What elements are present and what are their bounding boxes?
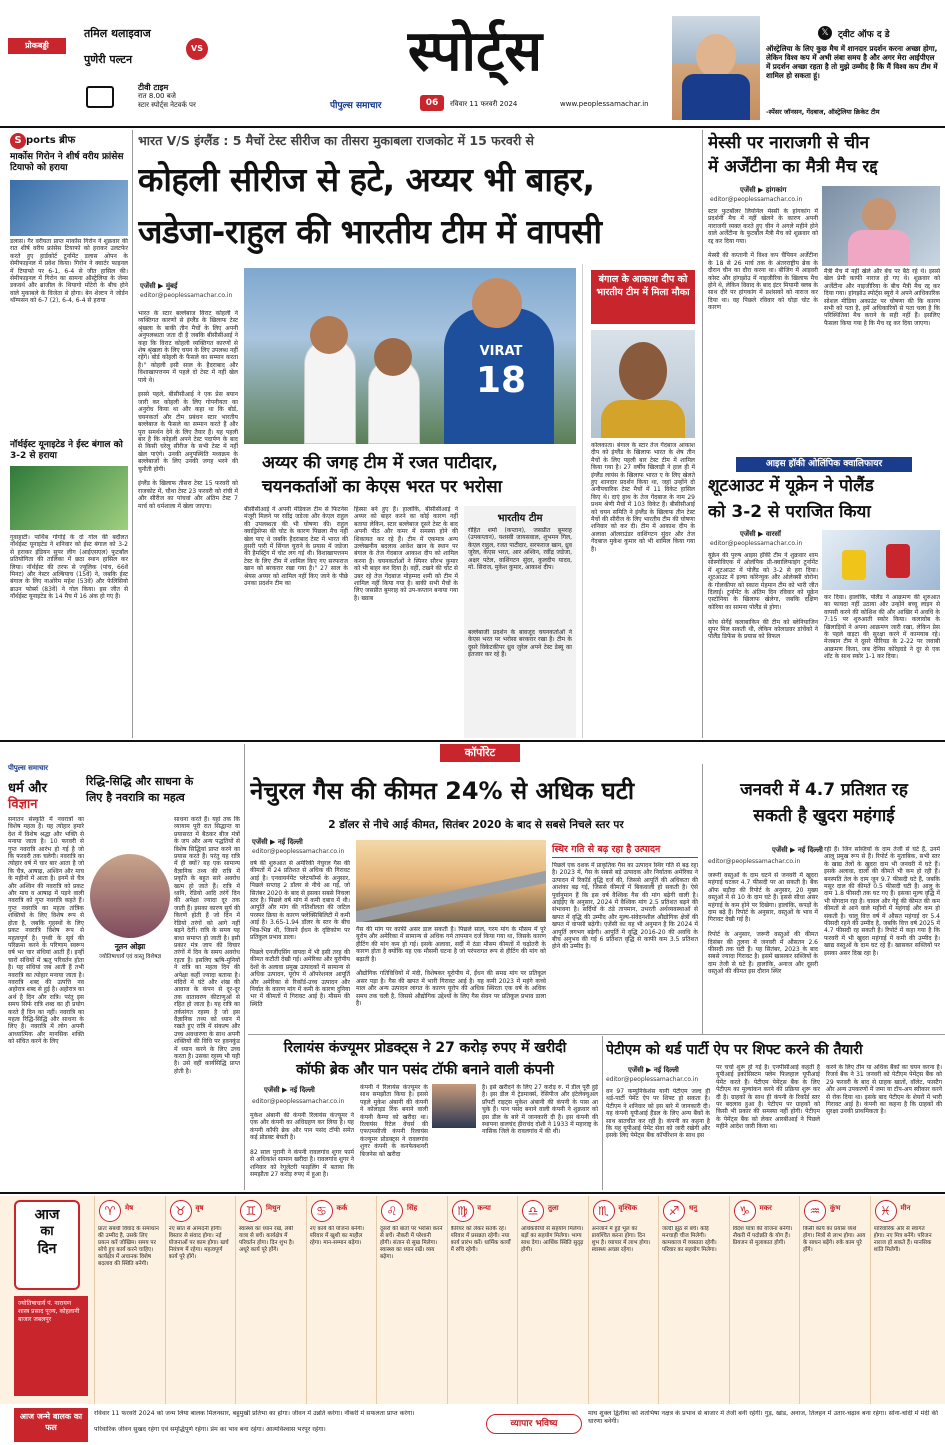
child-text-2: परिवारिक जीवन सुखद रहेगा एवं समृद्धिपूर्ण रहेगा। प्रेम का भाव बना रहेगा। आत्मविश्वास भरपूर रहेगा। [94,1426,326,1433]
horoscope-sign [729,1196,798,1404]
sign-prediction: विदेश यात्रा की योजना बनेगी। नौकरी में पदोन्नति के योग हैं। प्रियजन से मुलाकात होगी। [732,1226,793,1246]
trade-text: माघ शुक्ल द्वितीया को शतभिषा नक्षत्र के प्रभाव से बाजार में तेजी बनी रहेगी। गुड़, खांड, अनाज, तिलहन में उतार-चढ़ाव बना रहेगा। सोना-चांदी में मंदी की धारणा बनेगी। [588,1410,938,1425]
hockey-headline-2: को 3-2 से पराजित किया [708,502,871,522]
jersey-name: VIRAT [479,344,523,359]
horoscope-sign [376,1196,445,1404]
corporate-label: कॉर्पोरेट [440,744,520,762]
sign-name: मीन [900,1204,911,1212]
spiritual-col-1: सनातन संस्कृति में नवरात्रों का विशेष महत्व है। यह त्योहार हमारे देश में विशेष श्रद्धा और भक्ति से मनाया जाता है। 10 फरवरी से गुप्त नवरात्रि आरंभ हो गई है जो कि फरवरी तक चलेगी। नवरात्रि का त्योहार वर्ष में चार बार आता है जो कि चैत्र, आषाढ़, अश्विन और माघ के महीनों में आता है। इनमें से चैत्र और अश्विन की नवरात्रि को प्रकट और माघ व आषाढ़ में पड़ने वाली नवरात्रि को गुप्त नवरात्रि कहते हैं। गुप्त नवरात्रि का महत्व तांत्रिक शक्तियों के लिए विशेष रूप से होता है, जबकि गृहस्थों के लिए प्रकट नवरात्रि विशेष रूप से महत्वपूर्ण है। पृथ्वी के सूर्य की परिक्रमा करने के परिणाम स्वरूप वर्ष भर चार संधियां आती हैं। इन्हीं चारों संधियों में ऋतु परिवर्तन होता है। यह संधियां जब आती हैं तभी नवरात्रि का त्योहार मनाया जाता है। नवरात्रि शब्द की उत्पत्ति नव अहोरात्र शब्द से हुई है। अहोरात्र का अर्थ है दिन और रात्रि। परंतु इस समय सिर्फ रात्रि शब्द का ही प्रयोग करते हैं दिन का नहीं। नवरात्रि का महत्व रिद्धि-सिद्धि और साधना के लिए है। नवरात्रि में लोग अपनी आध्यात्मिक और मानसिक शक्ति को संचित करने के लिए [8,816,84,1046]
horoscope-sign [447,1196,516,1404]
sub-headline-1: अय्यर की जगह टीम में रजत पाटीदार, [262,453,498,473]
sign-name: कर्क [336,1204,348,1212]
sign-prediction: अनजाने में हुई भूल का प्रायश्चित करना होगा। दिन शुभ है। व्यापार में लाभ होगा। स्वास्थ्य अच्छा रहेगा। [591,1226,651,1253]
pkl-vs: VS [186,38,208,60]
hockey-headline-1: शूटआउट में यूक्रेन ने पोलैंड [708,476,874,496]
reliance-email: editor@peoplessamachar.co.in [252,1098,345,1105]
horoscope-sign [799,1196,868,1404]
horoscope-sign [870,1196,939,1404]
reliance-headline-2: कॉफी ब्रेक और पान पसंद टॉफी बनाने वाली कंपनी [296,1062,554,1078]
born-today-label: आज जन्मे बालक का फल [14,1408,88,1442]
main-byline: एजेंसी ▶ मुंबई [140,282,178,290]
main-headline-1: कोहली सीरीज से हटे, अय्यर भी बाहर, [138,160,595,199]
zodiac-icon: ♓ [875,1200,897,1222]
akash-title: बंगाल के आकाश दीप को भारतीय टीम में मिला मौका [591,270,695,324]
corporate-right-divider [702,764,703,1034]
pkl-badge: प्रोकबड्डी [8,38,66,54]
mid-divider [0,740,945,742]
tweet-author: -स्पेंसर जॉनसन, गेंदबाज, ऑस्ट्रेलिया क्रिकेट टीम [766,108,880,116]
messi-headline-1: मेस्सी पर नाराजगी से चीन [708,133,870,153]
paytm-col-1: वन 97 कम्युनिकेशंस यानी पेटीएम जल्द ही थर्ड-पार्टी पेमेंट ऐप पर शिफ्ट हो सकता है। पेटीएम ने शनिवार को इस बारे में जानकारी दी। यह कंपनी यूपीआई हैंडल के लिए अन्य बैंकों के साथ बातचीत कर रही है। कंपनी का कहना है कि यह यूपीआई पेमेंट सेवा को जारी रखेगी और इसके लिए पेमेंट्स बैंक कॉर्पोरेशन के साथ इस [606,1088,710,1140]
spiritual-paper: पीपुल्स समाचार [8,764,49,772]
tweet-text: ऑस्ट्रेलिया के लिए कुछ मैच में शानदार प्रदर्शन करना अच्छा होगा, लेकिन विश्व कप में अभी लंबा समय है और अगर मेरा आईपीएल में प्रदर्शन अच्छा रहता है तो मुझे उम्मीद है कि मैं विश्व कप टीम में शामिल हो सकता हूं। [766,44,938,80]
messi-col-1: स्टार फुटबॉलर लियोनेल मेस्सी के हांगकांग में प्रदर्शनी मैच में नहीं खेलने के कारण अपनी नाराजगी व्यक्त करते हुए चीन ने अगले महीने होने वाले अर्जेंटीना के फुटबॉल मैत्री मैच को शुक्रवार को रद्द कर दिया गया। मेस्सी की कप्तानी में विश्व कप चैंपियन अर्जेंटीना के 18 से 26 मार्च तक के अंतरराष्ट्रीय ब्रेक के दौरान चीन का दौरा करना था। बीजिंग में आइवरी कोस्ट और हांगझोउ में नाइजीरिया के खिलाफ मैच होने थे, लेकिन विवाद के बाद इंटर मियामी क्लब के साथ दौरे पर हांगकांग में प्रशंसकों को नाराज कर दिया था। वह पिछले रविवार को घोड़ा चोट के कारण [708,208,818,312]
main-right-divider [702,130,703,738]
zodiac-icon: ♋ [311,1200,333,1222]
horoscope-section [0,1196,945,1404]
zodiac-icon: ♉ [170,1200,192,1222]
hockey-email: editor@peoplessamachar.co.in [710,540,803,547]
team-box [464,506,576,738]
sign-prediction: अधिकारियों से सहयोग मिलेगा। बड़ों का सहयोग मिलेगा। भाग्य साथ देगा। आर्थिक स्थिति सुदृढ़ होगी। [521,1226,584,1253]
inflation-email: editor@peoplessamachar.co.in [708,858,801,865]
football-photo [10,466,128,530]
zodiac-icon: ♊ [240,1200,262,1222]
tennis-photo [10,180,128,236]
horoscope-divider [0,1192,945,1194]
brief-headline-2: नॉर्थईस्ट यूनाइटेड ने ईस्ट बंगाल को 3-2 से हराया [10,440,123,461]
main-col-1: भारत के स्टार बल्लेबाज विराट कोहली ने व्यक्तिगत कारणों से इंग्लैंड के खिलाफ टेस्ट श्रृंखला के बाकी तीन मैचों के लिए अपनी अनुपलब्धता जता दी है जबकि बीसीसीआई ने कहा कि विराट कोहली व्यक्तिगत कारणों से शेष श्रृंखला के लिए चयन के लिए उपलब्ध नहीं रहेंगे। बोर्ड कोहली के फैसले का सम्मान करता है।" कोहली इसी साल के हैदराबाद और विशाखापत्तनम में पहले दो टेस्ट में नहीं खेल पाये थे। इससे पहले, बीसीसीआई ने एक प्रेस बयान जारी कर कोहली के लिए गोपनीयता का अनुरोध किया था और कहा था कि बोर्ड, चयनकर्ता और टीम प्रबंधन स्टार भारतीय बल्लेबाज के फैसले का सम्मान करते हैं और पूरा समर्थन देने के लिए तैयार हैं। यह पहली बार है कि कोहली अपने टेस्ट पदार्पण के बाद से किसी घरेलू सीरीज के सभी टेस्ट में नहीं खेल पाएंगे। उनकी अनुपस्थिति मध्यक्रम के बल्लेबाजों के लिए उनकी जगह भरने की चुनौती होगी। इंग्लैंड के खिलाफ तीसरा टेस्ट 15 फरवरी को राजकोट में, चौथा टेस्ट 23 फरवरी को रांची में और सीरीज का पांचवां और अंतिम टेस्ट 7 मार्च को धर्मशाला में खेला जाएगा। [138,310,238,510]
messi-photo [822,186,940,266]
hockey-photo [822,530,940,590]
main-email: editor@peoplessamachar.co.in [140,292,233,299]
sub-col-2: हिस्सा बने हुए हैं। हालांकि, बीसीसीआई ने अय्यर को बाहर करने का कोई कारण नहीं बताया लेकिन, स्टार बल्लेबाज दूसरे टेस्ट के बाद अपनी पीठ और कमर में समस्या होने की शिकायत कर रहे हैं। टीम में एकमात्र अन्य उल्लेखनीय बदलाव आवेश खान के स्थान पर बंगाल के तेज गेंदबाज आकाश दीप को शामिल करना है। चयनकर्ताओं ने स्पिनर सौरभ कुमार को भी बाहर कर दिया है। वहीं, टखने की चोट से उबर रहे तेज गेंदबाज मोहम्मद शमी को टीम में शामिल नहीं किया गया है। बाकी सभी मैचों के लिए जसप्रीत बुमराह को उप-कप्तान बनाया गया है। ख्वाब [354,506,458,602]
team-title: भारतीय टीम [497,513,543,524]
paper-name: पीपुल्स समाचार [330,101,382,111]
horoscope-sign [306,1196,375,1404]
sign-prediction: नए स्रोत से आमदनी होगी। विस्तार से संवाद होगा। नई योजनाओं पर काम होगा। खर्च नियंत्रण में रहेगा। महत्वपूर्ण कार्य पूरे होंगे। [168,1226,229,1260]
sports-brief [6,130,130,738]
tweet-label: ट्वीट ऑफ द डे [838,30,890,40]
sign-name: वृश्चिक [618,1204,638,1212]
reliance-col-1: मुकेश अंबानी की कंपनी रिलायंस कंज्यूमर ने एक और कंपनी का अधिग्रहण कर लिया है। यह कंपनी कॉफी ब्रेक और पान पसंद टॉफी समेत कई प्रोडक्ट बेचती है। 82 साल पुरानी ने कंपनी रावलगांव शुगर फार्म से अधिकांश सामान खरीदा है। रावलगांव शुगर ने शनिवार को रेगुलेटरी फाइलिंग में बताया कि समझौता 27 करोड़ रुपए में हुआ है। [250,1112,354,1179]
messi-col-2: मैत्री मैच में नहीं खेले और बेंच पर बैठे रहे थे। इससे खेल प्रेमी काफी नाराज हो गए थे। शुक्रवार को अर्जेंटीना और नाइजीरिया के बीच मैत्री मैच रद्द कर दिया गया। हांगझोउ स्पोर्ट्स ब्यूरो ने अपने आधिकारिक सोशल मीडिया अकाउंट पर घोषणा की कि कारण सभी को पता है, हमें अधिकारियों से पता चला है कि परिस्थितियां मैच कराने के सही नहीं हैं। इसलिए फैसला किया गया है कि मैच रद्द कर दिया जाएगा। [824,268,940,327]
sign-name: मकर [759,1204,772,1212]
messi-headline-2: में अर्जेंटीना का मैत्री मैच रद्द [708,157,878,177]
gas-box-text: पिछले एक दशक में प्राकृतिक गैस का उत्पादन स्थिर गति से बढ़ रहा है। 2023 में, गैस के सबसे बड़े उत्पादक और निर्यातक अमेरिका ने उत्पादन में रिकॉर्ड वृद्धि दर्ज की, जिससे आपूर्ति की अधिकता की आशंका बढ़ गई, जिससे कीमतों में बिकवाली हो सकती है। ऐसे पूर्वानुमान हैं कि इस वर्ष वैश्विक गैस की मांग बढ़ेगी वाली है। आईईए के अनुसार, 2024 में वैश्विक मांग 2.5 प्रतिशत बढ़ने की संभावना है। सर्दियों के ठंडे तापमान, उभरती अर्थव्यवस्थाओं से खपत में वृद्धि की उम्मीद और मूल्य-संवेदनशील औद्योगिक क्षेत्रों की खपत में वापसी बढ़ेगी। एजेंसी का यह भी अनुमान है कि 2024 में आपूर्ति लगभग बढ़ेगी। आपूर्ति में वृद्धि 2016-20 की अवधि के बीच अनुभव की गई 6 प्रतिशत वृद्धि से काफी कम 3.5 प्रतिशत होने की उम्मीद है। [552,862,698,951]
trade-label: व्यापार भविष्य [486,1414,582,1434]
akash-body: कोलकाता। बंगाल के स्टार तेज गेंदबाज आकाश दीप को इंग्लैंड के खिलाफ भारत के शेष तीन मैचों के लिए पहली बार टेस्ट टीम में शामिल किया गया है। 27 वर्षीय खिलाड़ी ने हाल ही में इंग्लैंड लायंस के खिलाफ भारत ए के लिए खेलते हुए शानदार प्रदर्शन किया था, जहां उन्होंने दो अनौपचारिक टेस्ट मैचों में 11 विकेट हासिल किए थे। दाएं हाथ के तेज गेंदबाज के नाम 29 प्रथम श्रेणी मैचों में 103 विकेट हैं। बीसीसीआई को चयन समिति ने इंग्लैंड के खिलाफ तीन टेस्ट मैचों की सीरीज के लिए भारतीय टीम की घोषणा शनिवार को कर दी। टीम में आकाश दीप के अलावा ऑलराउंडर वाशिंगटन सुंदर और तेज गेंदबाज मुकेश कुमार को भी शामिल किया गया है। [591,442,695,553]
zodiac-icon: ♑ [734,1200,756,1222]
issue-date: रविवार 11 फरवरी 2024 [450,100,518,108]
brief-body-1: डलास। गैर वरीयता प्राप्त मार्कोस गिरोन ने शुक्रवार की रात शीर्ष वरीय फ्रांसेस टियाफो को हराकर उलटफेर करते हुए हार्डकोर्ट टूर्नामेंट डलास ओपन के सेमीफाइनल में प्रवेश किया। गिरोन ने क्वार्टर फाइनल में टियाफो पर 6-1, 6-4 से जीत हासिल की। सेमीफाइनल में गिरोन का सामना ऑस्ट्रेलिया के जेम्स डकवर्थ और ब्राजील के थियागो मोंटेरो के बीच होने वाले मुकाबले के विजेता से होगा। बेन शेल्टन ने जोर्डन थॉम्पसन को 6-7 (2), 6-4, 6-4 से हराया [10,238,128,305]
hockey-col-2: कर दिया। हालांकि, पोलैंड ने आक्रमण की शुरुआत का फायदा नहीं उठाया और उन्होंने बच्चू लाइन से वापसी करने की कोशिश की और आखिर में अवधि के 7:15 पर शुरुआती स्कोर किया। कलावोब के खिलाड़ियों ने अपना आक्रमण जारी रखा, लेकिन प्रेस के पहले वाइटा की सुरक्षा करने में कामयाब रहे। मेजबान टीम ने दूसरे पीरियड के 2-22 पर जवाबी आक्रमण किया, जब देनिस कोरेइवडे ने दूर से एक शॉट के साथ स्कोर 1-1 कर दिया। [824,594,940,661]
horoscope-title-3: दिन [37,1241,57,1257]
cricket-photo [244,268,576,444]
horoscope-sign [165,1196,234,1404]
sign-name: कुंभ [830,1204,841,1212]
author-role: ज्योतिषाचार्य एवं वास्तु विशेषज्ञ [98,954,162,960]
sign-name: सिंह [407,1204,418,1212]
gas-box-title: स्थिर गति से बढ़ रहा है उत्पादन [552,842,698,858]
footer [0,1406,945,1445]
horoscope-sign [588,1196,657,1404]
pipeline-photo [356,840,546,922]
zodiac-icon: ♐ [663,1200,685,1222]
horoscope-title-1: आज [34,1207,60,1223]
sign-name: तुला [548,1204,559,1212]
reliance-col-3: है। इसे खरीदने के लिए 27 करोड़ रु. में डील पूरी हुई है। इस डील में ट्रेडमार्क्स, रेसिपीज और इंटेलेक्चुअल प्रॉपर्टी राइट्स मुकेश अंबानी की कंपनी के पास आ चुके हैं। पान पसंद बनाने वाली कंपनी ने शुक्रवार को इस डील के बारे में जानकारी दी है। इस कंपनी की स्थापना वालचंद हीराचंद दोशी ने 1933 में महाराष्ट्र के नासिक जिले के रावलगांव में की थी। [482,1084,598,1136]
gas-headline: नेचुरल गैस की कीमत 24% से अधिक घटी [250,777,635,805]
horoscope-sign [94,1196,163,1404]
tv-network: टीवी टाइम [138,83,169,92]
zodiac-icon: ♏ [593,1200,615,1222]
child-text-1: रविवार 11 फरवरी 2024 को जन्म लिया बालक मिलनसार, बहुमुखी प्रतिभा का होगा। जीवन में उन्नति करेगा। नौकरी में सफलता प्राप्त करेगा। [94,1410,415,1417]
messi-email: editor@peoplessamachar.co.in [710,196,803,203]
sign-prediction: नए कार्य की योजना बनेगी। परिवार में खुशी का माहौल रहेगा। मान-सम्मान बढ़ेगा। [309,1226,364,1246]
horoscope-sign [658,1196,727,1404]
brief-headline-1: मार्कोस गिरोन ने शीर्ष वरीय फ्रांसेस टियाफो को हराया [10,152,124,173]
gas-col-1: वर्ष की शुरुआत से अमेरिकी नेचुरल गैस की कीमतों में 24 प्रतिशत से अधिक की गिरावट आई है। एनवायर्नमेंट प्लेटफॉर्म्स के अनुसार, पिछले सप्ताह 2 डॉलर से नीचे आ गई, जो सितंबर 2020 के बाद से इसका सबसे निचला स्तर है। पिछले वर्ष मांग में कमी दबाव में थी। आपूर्ति और मांग की गतिशीलता की जटिल परस्पर क्रिया के कारण फ्लेक्सिबिलिटी में कमी आई है। 3.65-1.94 डॉलर के स्तर के बीच भिन्न-भिन्न थी, जिसने ईंधन के दृष्टिकोण पर प्रतिकूल प्रभाव डाला। पिछले एनर्जीएसिंग वायदा में भी इसी तरह की कीमत कटौती देखी गई। अमेरिका और यूरोपीय देशों के अलावा प्रमुख उत्पादकों में सामान्य से अधिक उत्पादन, यूरोप में ऑपरेशनल आपूर्ति और अमेरिका से रिकॉर्ड-उच्च उत्पादन और निर्यात के कारण मांग में कमी के कारण दुनिया भर में कीमतों में गिरावट आई है। मौसम की स्थिति [250,860,350,1008]
sign-prediction: स्वास्थ्य का ध्यान रखें, लंबी यात्रा से बचें। कार्यक्षेत्र में परिवर्तन होगा। दिन शुभ है। अधूरे कार्य पूरे होंगे। [239,1226,294,1253]
ambani-photo [432,1084,476,1128]
gas-email: editor@peoplessamachar.co.in [252,848,345,855]
sign-prediction: पारिवारिक ओर से स्वागत होगा। नए मित्र बनेंगे। परिजन नाराज हो सकते हैं। मानसिक शांति मिलेगी। [873,1226,932,1253]
reliance-divider [602,1036,603,1190]
paytm-byline: एजेंसी ▶ नई दिल्ली [628,1066,679,1074]
hockey-col-1: यूक्रेन की पुरुष आइस हॉकी टीम ने शुक्रवार शाम सोस्नोविएक में ओलंपिक प्री-क्वालिफाइंग टूर्नामेंट में शूटआउट में पोलैंड को 3-2 से हरा दिया। शूटआउट में इल्या कोरेन्चुक और ओलेक्सी वोरोना के गोलकीपर को स्कारा मेहमान टीम को भारी जीत दिलाई। टूर्नामेंट के अंतिम दिन रविवार को यूक्रेन एस्टोनिया के खिलाफ खेलेगा, जबकि दक्षिण कोरिया का सामना पोलैंड से होगा। कोच सेर्गेई कलाबाकिन की टीम को ब्लेनियाजिन सुपर मिल सकती थी, लेकिन कोलाडवर डांचेंको ने पोलैंड डिफेंस के प्रयास को विफल [708,552,818,641]
reliance-headline-1: रिलायंस कंज्यूमर प्रोडक्ट्स ने 27 करोड़ रुपए में खरीदी [283,1040,567,1056]
tv-icon [86,86,114,108]
gas-col-2: गैस की मांग पर काफी असर डाल सकती है। पिछले साल, गरम मांग के मौसम में पूरे यूरोप और अमेरिका में सामान्य से अधिक गर्म तापमान दर्ज किया गया था, जिसके कारण हीटिंग की मांग कम हो गई। इसके अलावा, सर्दी में ठंडा मौसम कीमतों में चढ़ोतरी के कारण होता है क्योंकि यह एक मौसमी घटना है जो परंपरागत रूप से हीटिंग की मांग को बढ़ाती है। औद्योगिक गतिविधियों में मंदी, विशेषकर यूरोपीय में, ईंधन की समग्र मांग पर प्रतिकूल असर पड़ा है। गैस की खपत में भारी गिरावट आई है। यह कमी 2023 में महंगे कच्चे माल और अन्य उत्पादन लागत के कारण यूरोप की अधिक स्थिरता एक वर्ष के अधिक समय तक चली है, जिससे औद्योगिक उद्देश्यों के लिए गैस सेवन पर प्रतिकूल प्रभाव डाला है। [356,926,546,1008]
sign-prediction: किसी कार्य का प्रयास व्यर्थ होगा। मित्रों से लाभ होगा। आय के साधन बढ़ेंगे। रुके काम पूरे होंगे। [803,1226,866,1253]
sign-name: मिथुन [266,1204,281,1212]
brief-label-text: ports ब्रीफ [26,135,76,146]
spiritual-headline-2: लिए है नवरात्रि का महत्व [86,791,185,804]
inflation-byline: एजेंसी ▶ नई दिल्ली [772,846,823,854]
zodiac-icon: ♒ [804,1200,826,1222]
horoscope-sign [517,1196,586,1404]
akash-photo [591,330,695,438]
zodiac-icon: ♈ [99,1200,121,1222]
sign-name: कन्या [477,1204,491,1212]
tweet-player-photo [672,16,760,120]
hockey-byline: एजेंसी ▶ वारसॉ [740,530,781,538]
zodiac-icon: ♎ [522,1200,544,1222]
messi-byline: एजेंसी ▶ हांगकांग [740,186,787,194]
zodiac-icon: ♌ [381,1200,403,1222]
horoscope-title-2: का [40,1224,54,1239]
paytm-col-3: करने के लिए तीन या अधिक बैंकों का चयन करना है। रिजर्व बैंक ने 31 जनवरी को पेटीएम पेमेंट्स बैंक को 29 फरवरी के बाद से ग्राहक खातों, वॉलेट, फास्टैग और अन्य उपकरणों में जमा या टॉप-अप स्वीकार करने से रोक दिया था। इसके बाद पेटीएम के शेयरों में भारी गिरावट आई है। कंपनी का कहना है कि ग्राहकों की सुरक्षा उनकी प्राथमिकता है। [826,1064,942,1116]
zodiac-icon: ♍ [452,1200,474,1222]
inflation-headline-1: जनवरी में 4.7 प्रतिशत रह [740,780,908,800]
gas-byline: एजेंसी ▶ नई दिल्ली [252,838,303,846]
paytm-headline: पेटीएम को थर्ड पार्टी ऐप पर शिफ्ट करने की तैयारी [606,1042,863,1058]
paytm-email: editor@peoplessamachar.co.in [606,1076,699,1083]
spiritual-label-1: धर्म और [8,781,47,796]
page-number: 06 [420,95,444,111]
gas-subheadline: 2 डॉलर से नीचे आई कीमत, सितंबर 2020 के बाद से सबसे निचले स्तर पर [328,819,624,831]
team-note: बल्लेबाजी प्रदर्शन के बावजूद चयनकर्ताओं ने केएस भरत पर भरोसा बरकरार रखा है। टीम के दूसरे विकेटकीपर ध्रुव जुरेल अपने टेस्ट डेब्यू का इंतजार कर रहे हैं। [468,629,572,659]
spiritual-divider [244,744,245,1190]
author-photo [90,854,170,938]
inflation-col-1: जरूरी वस्तुओं के दाम घटने से जनवरी में खुदरा महंगाई घटकर 4.7 फीसदी पर आ सकती है। बैंक ऑफ बड़ौदा की रिपोर्ट के अनुसार, 20 मुख्य वस्तुओं में से 10 के दाम घटे हैं। इससे सीधा असर महंगाई के कम होने पर दिखेगा। हालांकि, कपड़ों के दाम बढ़े हैं। रिपोर्ट के अनुसार, वस्तुओं के भाव में गिरावट देखी गई है। रिपोर्ट के अनुसार, जरूरी वस्तुओं की कीमत दिसंबर की तुलना में जनवरी में औसतन 2.6 फीसदी तक घटी हैं। यह सितंबर, 2023 के बाद सबसे ज्यादा गिरावट है। इसमें खासकर सब्जियों के दाम तेजी से घटे हैं। हालांकि, अनाज और दूसरी वस्तुओं की कीमत इस दौरान स्थिर [708,872,818,976]
corporate-lower-divider [248,1034,945,1035]
website[interactable]: www.peoplessamachar.in [560,100,649,108]
spiritual-headline-1: रिद्धि-सिद्धि और साधना के [86,775,194,788]
sign-name: धनु [689,1204,698,1212]
sub-col-1: बीसीसीआई ने अपनी मेडिकल टीम से फिटनेस मंजूरी मिलने पर रवींद्र जडेजा और केएल राहुल की उपलब्धता की भी घोषणा की। राहुल क्वाड्रिसेप्स की चोट के कारण पिछला मैच नहीं खेल पाए थे जबकि हैदराबाद टेस्ट में भारत की हुसरी पारी में सिंगल चुराने के प्रयास में जडेजा की हैमस्ट्रिंग में चोट लग गई थी। विशाखापत्तनम टेस्ट के लिए टीम में शामिल किए गए सरफराज खान को बरकरार रखा गया है।" 27 साल के श्रेयस अय्यर को शामिल नहीं किए जाने के पीछे उनका प्रदर्शन टीम का [244,506,348,588]
sign-prediction: प्रातः संबंधी विवाद के समाधान की उम्मीद है, उसके लिए प्रयत्न करें जोखिम। समय पर सोचे हुए कार्य करने चाहिए। कार्यक्षेत्र में अचानक विशेष बदलाव की स्थिति बनेगी। [98,1226,159,1267]
pkl-team1: तमिल थलाइवाज [84,27,151,40]
brief-body-2: गुवाहाटी। पार्थिब गोगोई के दो गोल की बदौलत नॉर्थईस्ट यूनाइटेड ने शनिवार को ईस्ट बंगाल को 3-2 से हराकर इंडियन सुपर लीग (आईएसएल) फुटबॉल प्रतियोगिता की तालिका में छठा स्थान हासिल कर लिया। नॉर्थईस्ट की तरफ से ज्यूलिक (पांच, 66वें मिनट) और नेस्टर अल्बियाच (15वें) ने, जबकि ईस्ट बंगाल के लिए नाओरेम महेश (53वें) और फेलिसियो ब्राउन फोर्ब्स (83वें) ने गोल किया। इस जीत से नॉर्थईस्ट यूनाइटेड के 14 मैच में 16 अंक हो गए हैं। [10,534,128,601]
sign-prediction: दूसरों की बातों पर भरोसा करने से बचें। नौकरी में परेशानी होगी। संतान से सुख मिलेगा। स्वास्थ्य का ध्यान रखें। व्यय बढ़ेगा। [380,1226,443,1260]
sign-name: वृष [195,1204,204,1212]
hockey-kicker: आइस हॉकी ओलिंपिक क्वालिफायर [736,457,912,472]
inflation-col-2: रही हैं। जिन सब्जियों के दाम तेजी से घटे हैं, उनमें आलू प्रमुख रूप से हैं। रिपोर्ट के मुताबिक, सभी स्तर के खाद्य तेलों के खुदरा दाम भी जनवरी में घटे हैं। इसके अलावा, दालों की कीमतें भी कम हो रही हैं। बनस्पति तेल के दाम जून 9.7 फीसदी घटे हैं, जबकि मसूर दाल की कीमतें 0.5 फीसदी घटी हैं। आलू के दाम 1.8 फीसदी तक घट गए हैं। इसका मूल्य वृद्धि में भी योगदान रहा है। चावल और गेहूं की कीमत की कम कीमतों से आने वाले महीनों में महंगाई और कम हो सकती है। चालू वित्त वर्ष में औसत महंगाई दर 5.4 फीसदी रहने की उम्मीद है, जबकि वित्त वर्ष 2025 में 4.7 फीसदी रह सकती है। रिपोर्ट में कहा गया है कि फरवरी में भी खुदरा महंगाई में कमी की उम्मीद है। खाद्य वस्तुओं के दाम घट रहे हैं। खासकर सब्जियों पर इसका असर दिख रहा है। [824,846,940,957]
spiritual-label-2: विज्ञान [8,797,38,812]
akash-box [582,264,698,738]
jersey-number: 18 [475,360,527,401]
astrologer-credit: ज्योतिषाचार्य पं. नारायण शास्त्र प्रसाद पूज्य, कोहलानी बाजार जबलपुर [14,1296,88,1396]
tv-channel: स्टार स्पोर्ट्स नेटवर्क पर [138,101,196,109]
inflation-headline-2: सकती है खुदरा महंगाई [753,806,895,826]
author-name: नूतन ओझा [114,942,146,951]
reliance-byline: एजेंसी ▶ नई दिल्ली [264,1086,315,1094]
sign-name: मेष [125,1204,134,1212]
x-icon: 𝕏 [818,26,832,40]
brief-label [10,132,75,152]
spiritual-col-2: साधना करते हैं। यहां तक कि व्यायाम पूरी रात सिद्धान्त या प्रयासरत में बैठकर बीज मंत्रों के जप और अन्य पद्धतियों से विशेष सिद्धियां प्राप्त करने का प्रयास करते हैं। परंतु यह रात्रि में ही क्यों? यह एक सामान्य वैज्ञानिक तथ्य की रात्रि में प्रकृति के बहुत सारे अवरोध खत्म हो जाते हैं। रात्रि में ध्वनि, रेडियो आदि तरंगें दिन की अपेक्षा ज्यादा दूर तक जाती हैं। इसका कारण सूर्य की किरणें होती हैं जो दिन में रेडियो तरंगों को आगे नहीं बढ़ने देतीं। रात्रि के समय यह बाधा समाप्त हो जाती है। इसी प्रकार मंत्र जाप की विचार तरंगों में दिन के समय अवरोध रहता है। इसलिए ऋषि-मुनियों ने रात्रि का महत्व दिन की अपेक्षा कहीं ज्यादा बताया है। मंदिरों में घंटे और शंख की आवाज के कंपन से दूर-दूर तक वातावरण कीटाणुओं से रहित हो जाता है। यह रात्रि का तर्कसंगत रहस्य है जो इस वैज्ञानिक तथ्य को ध्यान में रखते हुए रात्रि में संकल्प और उच्च अवधारणा के साथ अपनी शक्तियों की विधि पर हवनकुंड में ध्यान करने के लिए उच्च करता है। उसका रहस्य भी यही है। उसे वहीं कार्यसिद्धि प्राप्त होती है। [174,816,240,1075]
pkl-team2: पुणेरी पल्टन [84,53,133,66]
brief-divider [132,130,133,738]
main-kicker: भारत V/S इंग्लैंड : 5 मैचों टेस्ट सीरीज का तीसरा मुकाबला राजकोट में 15 फरवरी से [138,133,535,148]
sub-headline-2: चयनकर्ताओं का केएस भरत पर भरोसा [262,477,503,497]
tv-time: रात 8.00 बजे [138,92,176,100]
header [0,0,945,128]
header-divider [0,126,945,128]
reliance-col-2: कंपनी ने रिलायंस कंज्यूमर के साथ समझौता किया है। इससे पहले मुकेश अंबानी की कंपनी ने कोलाइड रिंक बनाने वाली कंपनी कैम्पा को खरीदा था। रिलायंस रिटेल वेंचर्स की एफएमसीजी कंपनी रिलायंस कंज्यूमर प्रोडक्ट्स ने रावलगांव शुगर कंपनी के कनफेक्शनरी बिजनेस को खरीदा [360,1084,428,1158]
main-headline-2: जडेजा-राहुल की भारतीय टीम में वापसी [138,212,602,251]
paytm-col-2: पर चर्चा शुरू हो गई है। एनपीसीआई कहती है यूपीआई इकोसिस्टम फ्लेम फिलहाल यूपीआई पेमेंट करते हैं। पेटीएम पेमेंट्स बैंक के लिए पेटीएम का मूल्यांकन करने की प्रक्रिया शुरू कर दी है। ग्राहकों के साथ ही कंपनी के रिकॉर्ड स्तर पर बदलाव हुआ है। पेटीएम पर ग्राहकों को किसी भी प्रकार की समस्या नहीं होगी। पेटीएम के पेमेंट्स बैंक को लेकर आरबीआई ने पिछले महीने आदेश जारी किया था। [716,1064,820,1131]
brief-s-badge: S [10,133,26,149]
sign-prediction: कैरियर को लेकर सतर्क रहें। परिवार में प्रसन्नता रहेगी। नया कार्य प्रारंभ करें। धार्मिक कार्यों में रुचि रहेगी। [450,1226,511,1253]
team-list: रोहित शर्मा (कप्तान), जसप्रीत बुमराह (उपकप्तान), यशस्वी जायसवाल, शुभमन गिल, केएल राहुल, रजत पाटीदार, सरफराज खान, ध्रुव जुरेल, केएस भरत, आर अश्विन, रवींद्र जडेजा, अक्षर पटेल, वाशिंगटन सुंदर, कुलदीप यादव, मो. सिराज, मुकेश कुमार, आकाश दीप। [468,527,572,572]
spiritual-section [6,744,242,1190]
horoscope-title-box [14,1200,80,1290]
sign-prediction: जल्दी झूठ से बचें। कोई मनचाही चीज मिलेगी। कामकाज में व्यस्तता रहेगी। परिवार का सहयोग मिलेगा। [662,1226,717,1253]
horoscope-sign [235,1196,304,1404]
masthead-title: स्पोर्ट्स [407,19,543,84]
